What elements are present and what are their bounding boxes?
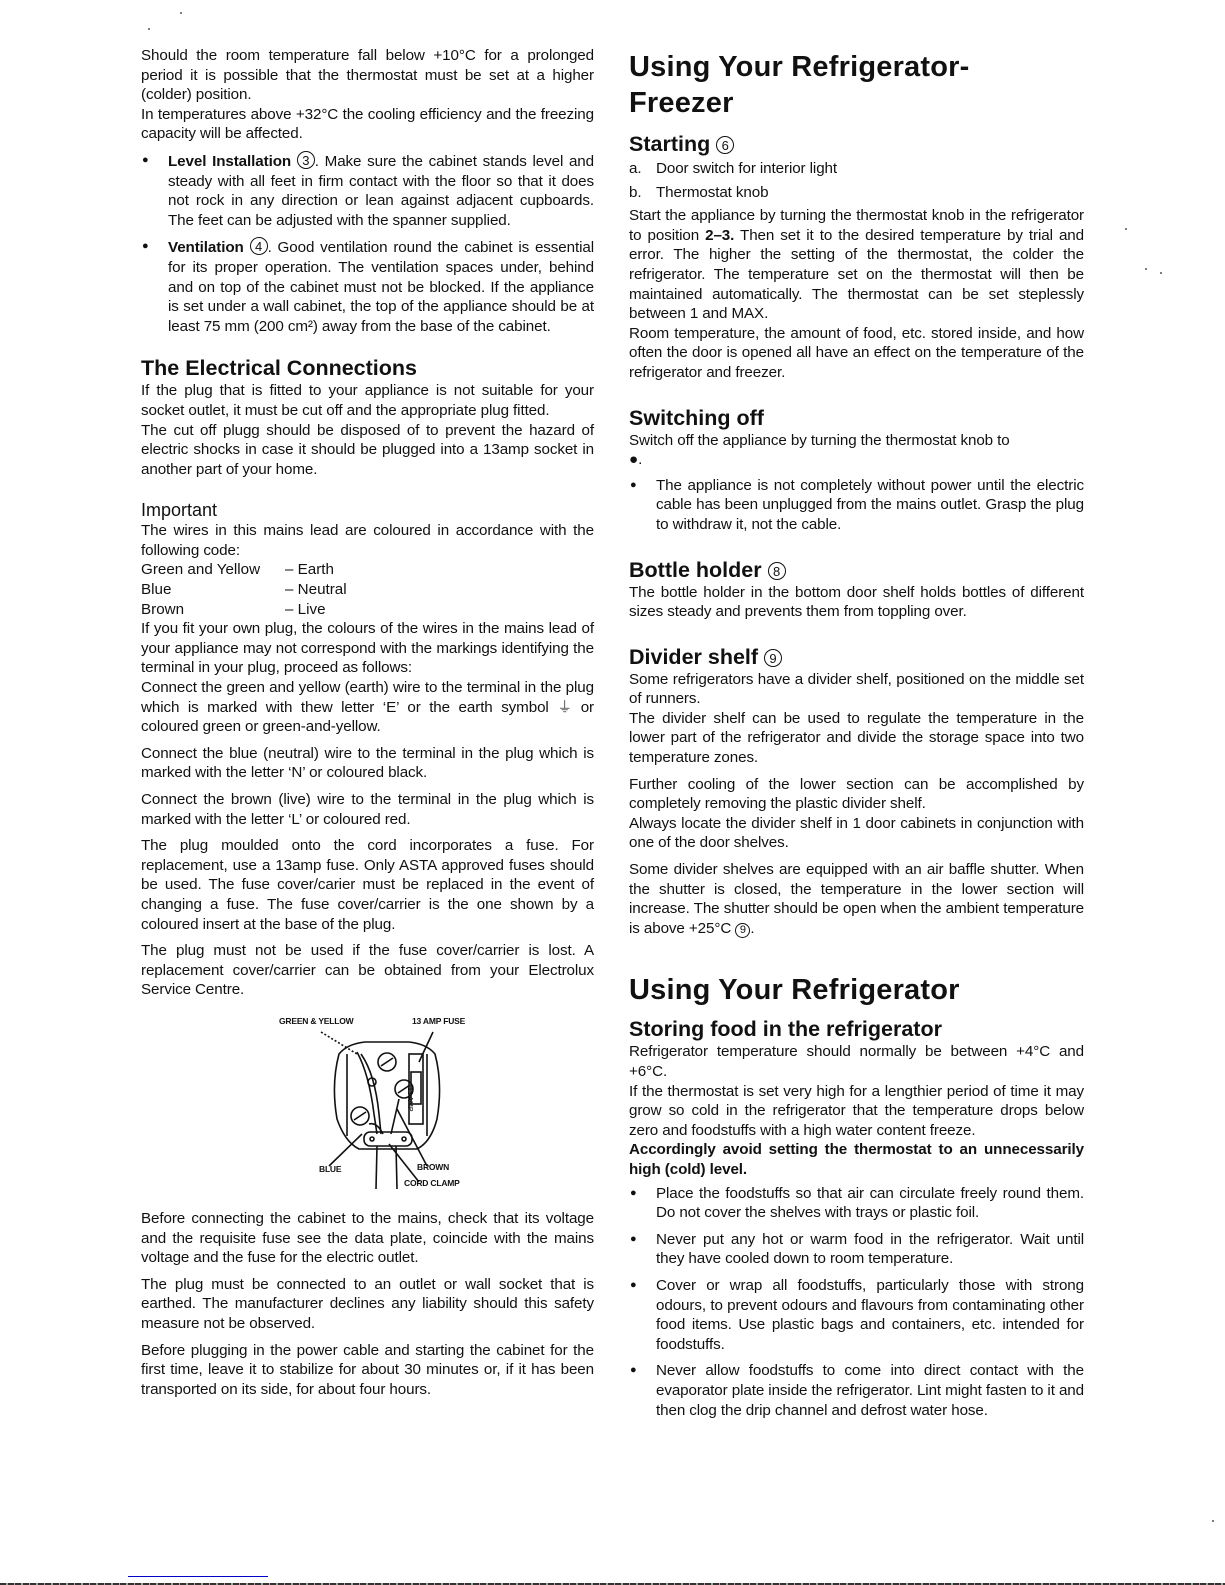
divider-paragraph-5: Some divider shelves are equipped with an air baffle shutter. When the shutter is closed, the temperature in the lower section will increase. The shutter should be open when the ambient temperature is above +25°C 9 .: [629, 861, 1084, 937]
right-column: [629, 49, 1084, 1420]
wire-colour-code: [141, 560, 594, 619]
bullet-item: ● Never put any hot or warm food in the refrigerator. Wait until they have cooled down to room temperature.: [629, 1230, 1084, 1269]
svg-text:13 AMP: 13 AMP: [406, 1086, 413, 1112]
label-13-amp-fuse: 13 AMP FUSE: [412, 1015, 466, 1026]
earth-text-end: or coloured green or green-and-yellow.: [141, 698, 594, 736]
bullet-item: ● Cover or wrap all foodstuffs, particularly those with strong odours, to prevent odours and flavours from contaminating other food items. Use plastic bags and containers, etc. intended for foodstuffs.: [629, 1276, 1084, 1354]
plug-diagram-icon: [259, 1014, 499, 1189]
storing-food-heading: Storing food in the refrigerator: [629, 1017, 942, 1042]
starting-paragraph-1: Start the appliance by turning the thermostat knob in the refrigerator to position 2–3. Then set it to the desired temperature by trial and error. The higher the setting of the thermostat, the colder the refrigerator. The temperature set on the thermostat will then be maintained automatically. The thermostat can be set steplessly between 1 and MAX.: [629, 207, 1084, 323]
bullet-title: Level Installation: [168, 152, 292, 170]
neutral-paragraph: Connect the blue (neutral) wire to the terminal in the plug which is marked with the letter ‘N’ or coloured black.: [141, 744, 594, 782]
intro-paragraph-2: In temperatures above +32°C the cooling efficiency and the freezing capacity will be affected.: [141, 105, 594, 143]
code-colour: Green and Yellow: [141, 561, 261, 579]
bullet-item: ● Never allow foodstuffs to come into direct contact with the evaporator plate inside the refrigerator. Lint might fasten to it and then clog the drip channel and defrost water hose.: [629, 1361, 1084, 1420]
electrical-connections-heading: The Electrical Connections: [141, 356, 417, 381]
own-plug-paragraph: If you fit your own plug, the colours of the wires in the mains lead of your appliance may not correspond with the markings identifying the terminal in your plug, proceed as follows:: [141, 620, 594, 677]
page-title-line-1: Using Your Refrigerator-: [629, 51, 970, 83]
page-title-line-2: Freezer: [629, 87, 734, 119]
switching-off-bullets: [629, 476, 1084, 535]
bullet-text: . Make sure the cabinet stands level and steady with all feet in firm contact with the floor so that it does not rock in any direction or lean against adjacent cupboards. The feet can be adjusted with the spanner supplied.: [168, 152, 594, 229]
ref-number-icon: 3: [297, 151, 315, 169]
off-dot-icon: ●.: [629, 451, 643, 469]
storing-warning: Accordingly avoid setting the thermostat to an unnecessarily high (cold) level.: [629, 1141, 1084, 1178]
bullet-text: . Good ventilation round the cabinet is essential for its proper operation. The ventilation spaces under, behind and on top of the cabinet must not be blocked. If the appliance is set under a wall cabinet, the top of the appliance should be at least 75 mm (200 cm²) away from the base of the cabinet.: [168, 239, 594, 335]
storing-paragraph-2: If the thermostat is set very high for a lengthier period of time it may grow so cold in the refrigerator that the temperature drops below zero and foodstuffs with a high water content freeze.: [629, 1082, 1084, 1139]
bullet-level-installation: [141, 151, 594, 230]
scan-speck: [1145, 268, 1147, 270]
scan-speck: [180, 12, 182, 14]
earth-text: Connect the green and yellow (earth) wire to the terminal in the plug which is marked with thew letter ‘E’ or the earth symbol: [141, 679, 594, 716]
divider-paragraph-3: Further cooling of the lower section can be accomplished by completely removing the plastic divider shelf.: [629, 775, 1084, 813]
switching-off-paragraph: Switch off the appliance by turning the thermostat knob to ●.: [629, 431, 1010, 469]
fuse-lost-paragraph: The plug must not be used if the fuse cover/carrier is lost. A replacement cover/carrier can be obtained from your Electrolux Service Centre.: [141, 942, 594, 999]
plug-wiring-diagram: [259, 1014, 499, 1189]
scan-speck: [1212, 1520, 1214, 1522]
code-meaning: – Neutral: [285, 581, 347, 599]
storing-bullets: [629, 1184, 1084, 1421]
live-paragraph: Connect the brown (live) wire to the terminal in the plug which is marked with the letter ‘L’ or coloured red.: [141, 791, 594, 828]
scan-speck: [1160, 272, 1162, 274]
part-item: a. Door switch for interior light: [629, 160, 838, 177]
earthed-paragraph: The plug must be connected to an outlet or wall socket that is earthed. The manufacturer declines any liability should this safety measure not be observed.: [141, 1275, 594, 1332]
starting-paragraph-2: Room temperature, the amount of food, etc. stored inside, and how often the door is opened all have an effect on the temperature of the refrigerator and freezer.: [629, 324, 1084, 381]
starting-heading: [629, 131, 1084, 157]
bottom-link-underline[interactable]: [128, 1576, 268, 1577]
label-brown: BROWN: [417, 1161, 450, 1172]
part-item: b. Thermostat knob: [629, 183, 769, 201]
starting-heading-text: Starting: [629, 132, 711, 156]
divider-paragraph-2: The divider shelf can be used to regulate the temperature in the lower part of the refrigerator and divide the storage space into two temperature zones.: [629, 709, 1084, 767]
switching-off-heading: Switching off: [629, 405, 764, 430]
intro-paragraph-1: Should the room temperature fall below +10°C for a prolonged period it is possible that the thermostat must be set at a higher (colder) position.: [141, 47, 594, 104]
code-colour: Brown: [141, 600, 185, 618]
important-heading: Important: [141, 500, 218, 521]
earth-symbol-icon: ⏚: [557, 698, 573, 716]
label-green-yellow: GREEN & YELLOW: [279, 1015, 354, 1026]
label-blue: BLUE: [319, 1163, 342, 1174]
bottle-holder-heading: Bottle holder 8: [629, 557, 1084, 583]
electrical-paragraph-1: If the plug that is fitted to your appliance is not suitable for your socket outlet, it must be cut off and the appropriate plug fitted.: [141, 382, 594, 419]
starting-parts-list: [629, 159, 1084, 202]
earth-paragraph: [141, 678, 594, 737]
bullet-title: Ventilation: [168, 239, 244, 257]
scan-speck: [148, 28, 150, 30]
ref-number-icon: 4: [250, 237, 268, 255]
ref-number-icon: 9: [735, 923, 750, 938]
divider-shelf-heading: Divider shelf 9: [629, 644, 1084, 670]
code-colour: Blue: [141, 581, 172, 599]
divider-paragraph-4: Always locate the divider shelf in 1 door cabinets in conjunction with one of the door shelves.: [629, 814, 1084, 852]
installation-bullets: [141, 151, 594, 336]
stabilize-paragraph: Before plugging in the power cable and starting the cabinet for the first time, leave it to stabilize for about 30 minutes or, if it has been transported on its side, for about four hours.: [141, 1341, 594, 1398]
before-connecting-paragraph: Before connecting the cabinet to the mains, check that its voltage and the requisite fuse see the data plate, coincide with the mains voltage and the fuse for the electric outlet.: [141, 1209, 594, 1267]
divider-paragraph-1: Some refrigerators have a divider shelf, positioned on the middle set of runners.: [629, 670, 1084, 708]
ref-number-icon: 6: [716, 136, 734, 154]
label-cord-clamp: CORD CLAMP: [404, 1177, 460, 1188]
bullet-item: ● Place the foodstuffs so that air can circulate freely round them. Do not cover the shelves with trays or plastic foil.: [629, 1184, 1084, 1223]
left-column: [141, 46, 594, 1399]
bullet-ventilation: [141, 237, 594, 336]
bullet-item: ● The appliance is not completely without power until the electric cable has been unplugged from the mains outlet. Grasp the plug to withdraw it, not the cable.: [629, 476, 1084, 535]
using-refrigerator-title: Using Your Refrigerator: [629, 974, 960, 1007]
ref-number-icon: 9: [764, 649, 782, 667]
storing-paragraph-1: Refrigerator temperature should normally be between +4°C and +6°C.: [629, 1043, 1084, 1080]
code-meaning: – Live: [285, 600, 326, 618]
scan-speck: [1125, 228, 1127, 230]
code-meaning: – Earth: [285, 561, 334, 579]
important-intro: The wires in this mains lead are coloured in accordance with the following code:: [141, 522, 594, 559]
bottle-holder-paragraph: The bottle holder in the bottom door shelf holds bottles of different sizes steady and prevents them from toppling over.: [629, 583, 1084, 621]
electrical-paragraph-2: The cut off plugg should be disposed of to prevent the hazard of electric shocks in case it should be plugged into a 13amp socket in another part of your home.: [141, 421, 594, 478]
fuse-paragraph: The plug moulded onto the cord incorporates a fuse. For replacement, use a 13amp fuse. Only ASTA approved fuses should be used. The fuse cover/carier must be replaced in the event of changing a fuse. The fuse cover/carrier is the one shown by a coloured insert at the base of the plug.: [141, 837, 594, 933]
ref-number-icon: 8: [768, 562, 786, 580]
